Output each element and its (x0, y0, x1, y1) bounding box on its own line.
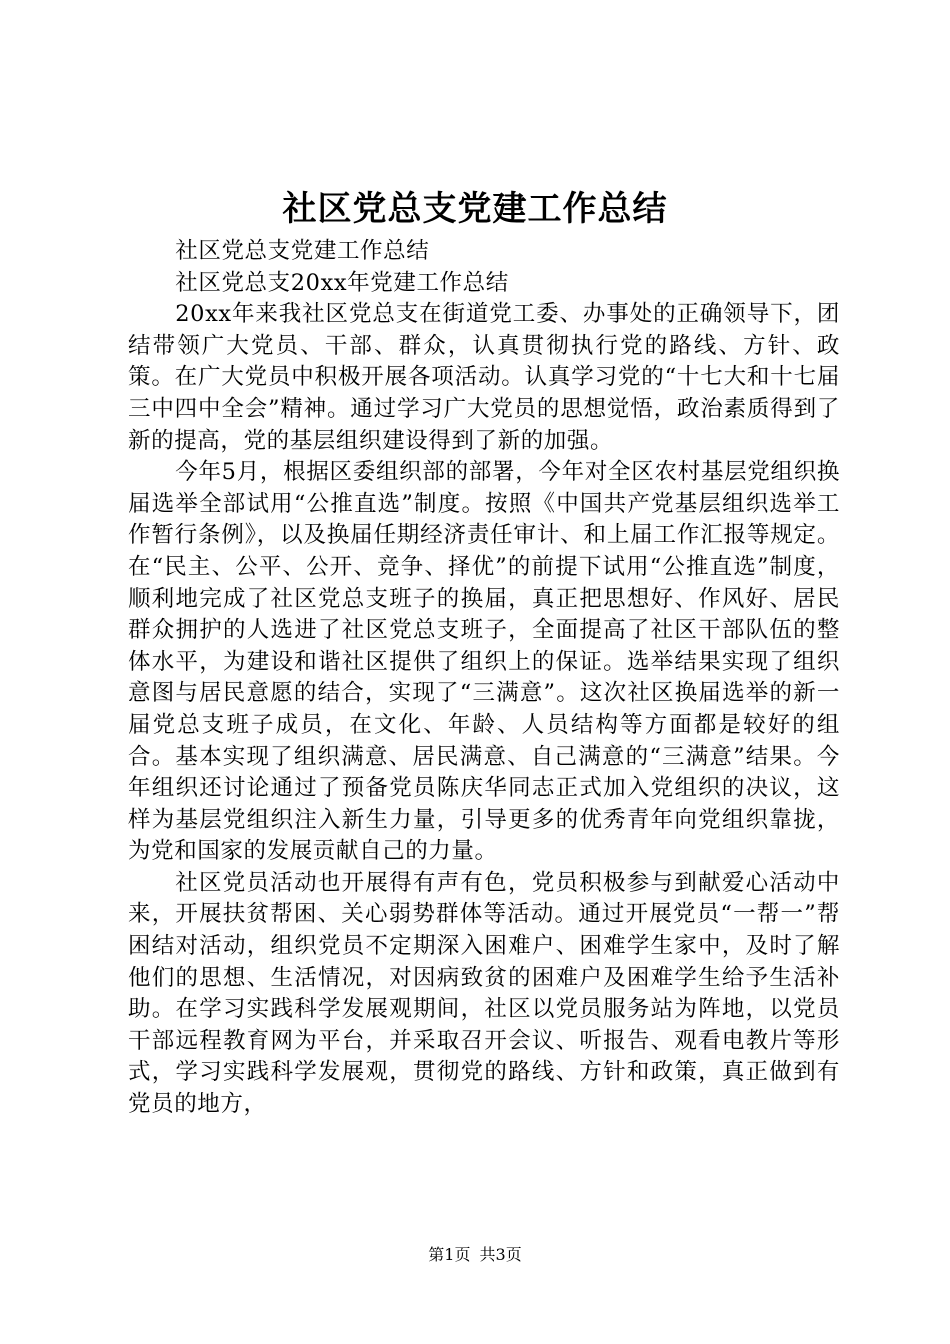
paragraph-subtitle: 社区党总支党建工作总结 (175, 238, 430, 264)
document-title: 社区党总支党建工作总结 (282, 189, 668, 229)
paragraph-intro: 20xx年来我社区党总支在街道党工委、办事处的正确领导下，团结带领广大党员、干部、群众，认真贯彻执行党的路线、方针、政策。在广大党员中积极开展各项活动。认真学习党的“十七大和十七届三中四中全会”精神。通过学习广大党员的思想觉悟，政治素质得到了新的提高，党的基层组织建设得到了新的加强。 (128, 301, 840, 454)
paragraph-activities: 社区党员活动也开展得有声有色，党员积极参与到献爱心活动中来，开展扶贫帮困、关心弱势群体等活动。通过开展党员“一帮一”帮困结对活动，组织党员不定期深入困难户、困难学生家中，及时了解他们的思想、生活情况，对因病致贫的困难户及困难学生给予生活补助。在学习实践科学发展观期间，社区以党员服务站为阵地，以党员干部远程教育网为平台，并采取召开会议、听报告、观看电教片等形式，学习实践科学发展观，贯彻党的路线、方针和政策，真正做到有党员的地方， (128, 869, 840, 1118)
page-footer (0, 1244, 950, 1266)
paragraph-subtitle-year: 社区党总支20xx年党建工作总结 (175, 269, 509, 296)
page-number: 第1页 (428, 1245, 471, 1264)
page-total: 共3页 (479, 1245, 522, 1264)
paragraph-election: 今年5月，根据区委组织部的部署，今年对全区农村基层党组织换届选举全部试用“公推直选”制度。按照《中国共产党基层组织选举工作暂行条例》，以及换届任期经济责任审计、和上届工作汇报等规定。在“民主、公平、公开、竞争、择优”的前提下试用“公推直选”制度，顺利地完成了社区党总支班子的换届，真正把思想好、作风好、居民群众拥护的人选进了社区党总支班子，全面提高了社区干部队伍的整体水平，为建设和谐社区提供了组织上的保证。选举结果实现了组织意图与居民意愿的结合，实现了“三满意”。这次社区换届选举的新一届党总支班子成员，在文化、年龄、人员结构等方面都是较好的组合。基本实现了组织满意、居民满意、自己满意的“三满意”结果。今年组织还讨论通过了预备党员陈庆华同志正式加入党组织的决议，这样为基层党组织注入新生力量，引导更多的优秀青年向党组织靠拢，为党和国家的发展贡献自己的力量。 (128, 459, 840, 865)
document-body (128, 236, 840, 1121)
